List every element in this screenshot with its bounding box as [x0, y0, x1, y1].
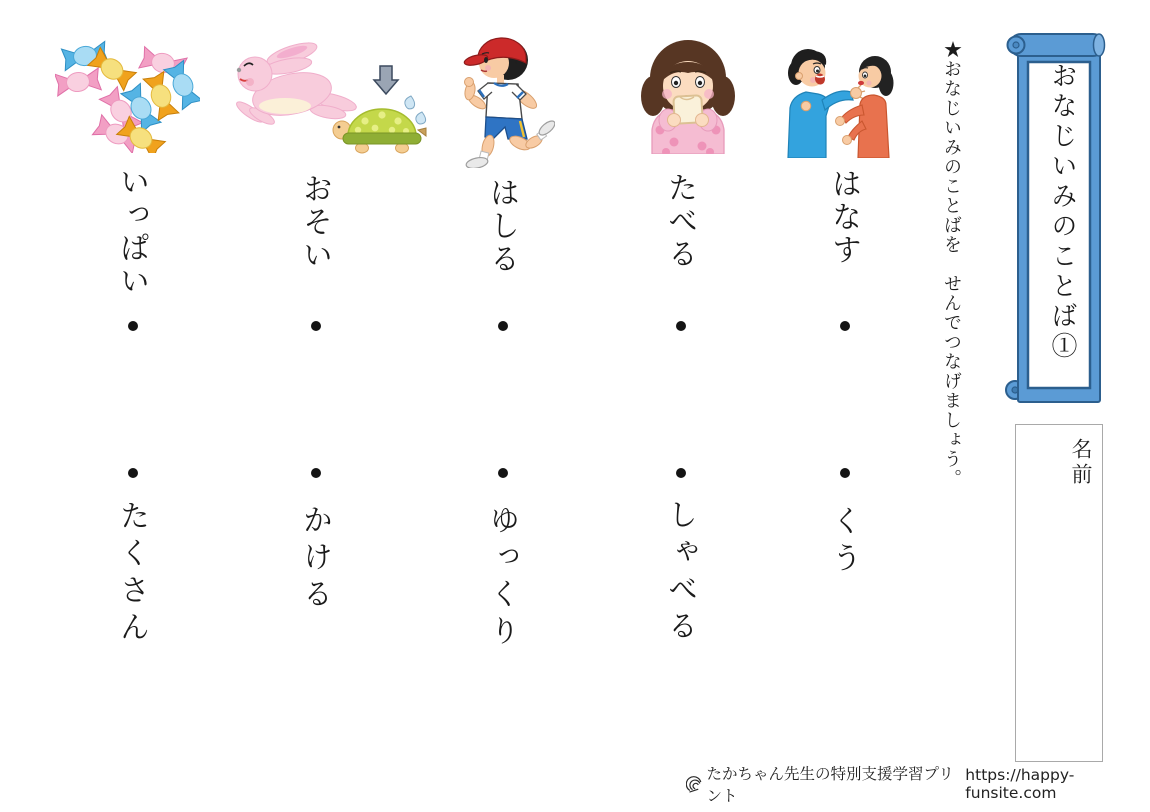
running-boy-image [450, 26, 555, 168]
match-dot-bottom[interactable] [840, 468, 850, 478]
bottom-word: しゃべる [662, 499, 697, 647]
match-dot-bottom[interactable] [498, 468, 508, 478]
match-dot-bottom[interactable] [311, 468, 321, 478]
match-dot-top[interactable] [676, 321, 686, 331]
instruction-text: ★おなじいみのことばを せんでつなげましょう。 [941, 40, 962, 489]
worksheet-title: おなじいみのことば① [1047, 62, 1077, 362]
credit-text: たかちゃん先生の特別支援学習プリント [706, 765, 954, 805]
bottom-word: くう [826, 505, 861, 579]
bottom-word: たくさん [114, 500, 149, 648]
rabbit-and-turtle-image [230, 32, 430, 160]
top-word: たべる [662, 172, 697, 271]
top-word: おそい [297, 173, 332, 272]
match-dot-bottom[interactable] [676, 468, 686, 478]
site-credit [686, 762, 1150, 806]
bottom-word: ゆっくり [484, 504, 519, 652]
bottom-word: かける [297, 504, 332, 615]
site-logo-icon [686, 774, 704, 794]
name-label: 名前 [1069, 438, 1093, 488]
match-dot-top[interactable] [498, 321, 508, 331]
top-word: はしる [484, 177, 519, 276]
eating-woman-image [622, 34, 754, 154]
match-dot-top[interactable] [311, 321, 321, 331]
site-url[interactable]: https://happy-funsite.com [965, 766, 1075, 802]
talking-people-image [772, 42, 907, 158]
match-dot-bottom[interactable] [128, 468, 138, 478]
name-box[interactable] [1015, 424, 1103, 762]
match-dot-top[interactable] [840, 321, 850, 331]
top-word: いっぱい [114, 166, 149, 298]
candies-image [55, 38, 200, 153]
match-dot-top[interactable] [128, 321, 138, 331]
top-word: はなす [826, 168, 861, 267]
